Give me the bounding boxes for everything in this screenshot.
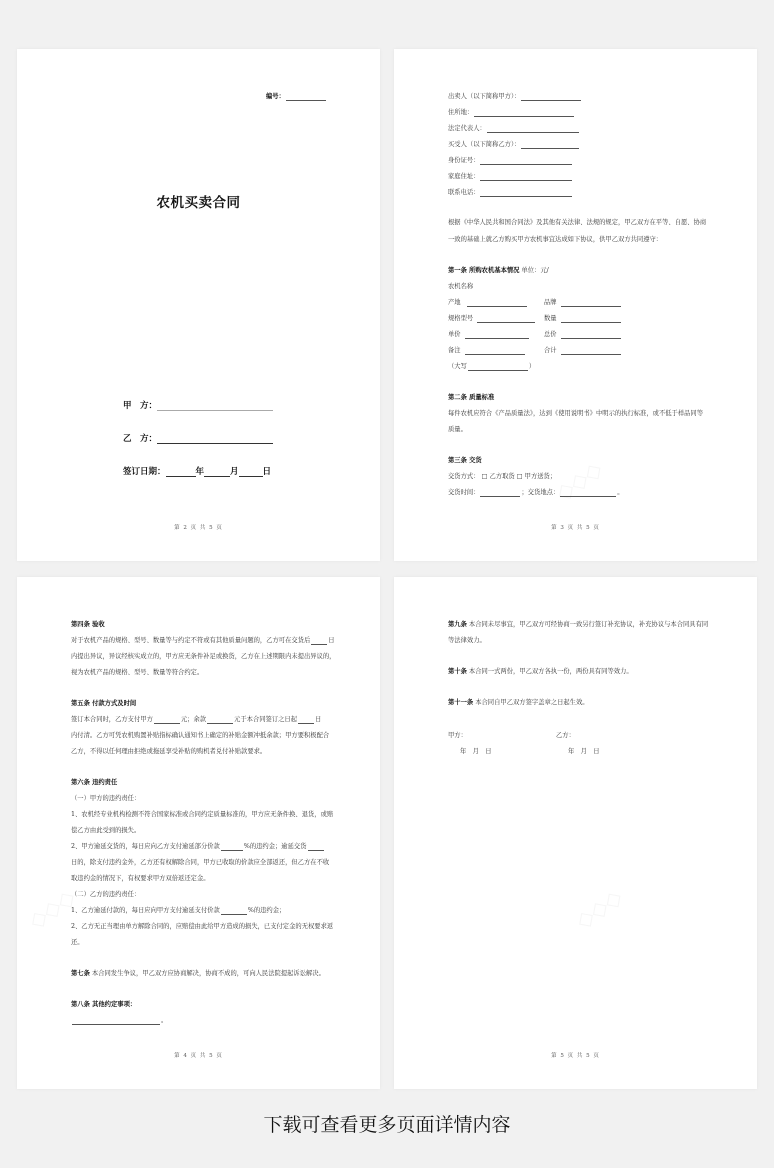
item-origin: 产地: [448, 299, 528, 307]
intro-line-2: 一致的基础上就乙方购买甲方农机事宜达成如下协议，供甲乙双方共同遵守：: [448, 236, 663, 243]
page-footer: 第 2 页 共 5 页: [174, 525, 223, 531]
article-5-heading: 第五条 付款方式及时间: [71, 700, 137, 707]
item-brand: 品牌: [544, 299, 622, 307]
contract-number: 编号：: [266, 93, 327, 101]
article-4-line-2: 内提出异议，异议经核实成立的，甲方应无条件补足或换货，乙方在上述期限内未提出异议的，: [71, 653, 336, 660]
article-6-a2-line-2: 日的，除支付违约金外，乙方还有权解除合同，甲方已收取的价款应全部返还，但乙方在不收: [71, 859, 330, 866]
download-caption: 下载可查看更多页面详情内容: [263, 1114, 511, 1136]
amount-in-words: （大写 ）: [448, 363, 536, 370]
sign-date-line: 签订日期： 年 月 日: [123, 467, 272, 477]
party-b-line: 乙 方：: [123, 432, 273, 444]
signature-date-a: 年 月 日: [460, 748, 492, 755]
article-2-text-1: 每件农机应符合《产品质量法》，达到《使用说明书》中明示的执行标准，或不低于样品同等: [448, 410, 704, 417]
item-quantity: 数量: [544, 315, 622, 323]
item-model: 规格型号: [448, 315, 536, 323]
field-legal-rep: 法定代表人：: [448, 125, 580, 133]
article-4-line-3: 视为农机产品的规格、型号、数量等符合约定。: [71, 669, 204, 676]
contract-title: 农机买卖合同: [156, 195, 241, 211]
article-6-heading: 第六条 违约责任: [71, 779, 118, 786]
signature-party-b: 乙方：: [556, 732, 575, 739]
field-id-number: 身份证号：: [448, 157, 573, 165]
item-unit-price: 单价: [448, 331, 530, 339]
article-4-heading: 第四条 验收: [71, 621, 105, 628]
article-8-blank: 。: [71, 1017, 167, 1025]
page-footer: 第 3 页 共 5 页: [551, 525, 600, 531]
article-6-b1: 1、乙方逾延付款的，每日应向甲方支付逾延支付价款 %的违约金；: [71, 907, 286, 914]
field-address: 住所地：: [448, 109, 575, 117]
page-footer: 第 5 页 共 5 页: [551, 1053, 600, 1059]
checkbox-icon[interactable]: □: [481, 473, 488, 480]
article-6-b2-line-2: 还。: [71, 939, 84, 946]
article-7: 第七条 本合同发生争议，甲乙双方应协商解决，协商不成的，可向人民法院提起诉讼解决。: [71, 970, 325, 977]
item-sum: 合计: [544, 347, 622, 355]
article-1-heading: 第一条 所购农机基本情况 单位：元/: [448, 267, 549, 274]
contract-cover-page: [17, 49, 380, 561]
item-remark: 备注: [448, 347, 526, 355]
watermark: [551, 457, 607, 507]
page-footer: 第 4 页 共 5 页: [174, 1053, 223, 1059]
article-6-b2-line-1: 2、乙方无正当理由单方解除合同的，应赔偿由此给甲方造成的损失，已支付定金的无权要求返: [71, 923, 334, 930]
signature-party-a: 甲方：: [448, 732, 467, 739]
contract-page-4: [17, 577, 380, 1089]
machine-name: 农机名称: [448, 283, 474, 290]
watermark: [571, 885, 627, 935]
article-9-line-2: 等法律效力。: [448, 637, 486, 644]
delivery-time-place: 交货时间： ；交货地点： 。: [448, 489, 624, 496]
party-a-line: 甲 方：: [123, 399, 273, 411]
article-2-heading: 第二条 质量标准: [448, 394, 495, 401]
article-2-text-2: 质量。: [448, 426, 467, 433]
delivery-method: 交货方式： □ 乙方取货 □ 甲方送货；: [448, 473, 557, 480]
article-10: 第十条 本合同一式两份，甲乙双方各执一份，两份具有同等效力。: [448, 668, 633, 675]
contract-page-5: [394, 577, 757, 1089]
article-6-a1-line-2: 偿乙方由此受到的损失。: [71, 827, 141, 834]
field-buyer: 买受人（以下简称乙方）：: [448, 141, 580, 149]
contract-page-3: [394, 49, 757, 561]
article-3-heading: 第三条 交货: [448, 457, 482, 464]
article-5-line-3: 乙方，不得以任何理由拒绝或拖延享受补贴的购机者兑付补贴款要求。: [71, 748, 267, 755]
article-6-a: （一）甲方的违约责任：: [71, 795, 141, 802]
article-9-line-1: 第九条 本合同未尽事宜，甲乙双方可经协商一致另行签订补充协议，补充协议与本合同具有同: [448, 621, 709, 628]
article-4-line-1: 对于农机产品的规格、型号、数量等与约定不符或有其他质量问题的，乙方可在交货后 日: [71, 637, 335, 644]
field-home-address: 家庭住址：: [448, 173, 573, 181]
article-8-heading: 第八条 其他约定事项：: [71, 1001, 137, 1008]
article-5-line-1: 签订本合同时，乙方支付甲方 元；余款 元于本合同签订之日起 日: [71, 716, 322, 723]
checkbox-icon[interactable]: □: [516, 473, 523, 480]
signature-date-b: 年 月 日: [568, 748, 600, 755]
article-11: 第十一条 本合同自甲乙双方签字盖章之日起生效。: [448, 699, 589, 706]
article-6-a2-line-3: 取违约金的情况下，有权要求甲方双倍返还定金。: [71, 875, 210, 882]
field-phone: 联系电话：: [448, 189, 573, 197]
item-total-price: 总价: [544, 331, 622, 339]
intro-line-1: 根据《中华人民共和国合同法》及其他有关法律、法规的规定，甲乙双方在平等、自愿、协商: [448, 219, 707, 226]
article-6-b: （二）乙方的违约责任：: [71, 891, 141, 898]
article-5-line-2: 内付清。乙方可凭农机购置补贴指标确认通知书上确定的补贴金额冲抵余款；甲方要积极配合: [71, 732, 330, 739]
article-6-a1-line-1: 1、农机经专业机构检测不符合国家标准或合同约定质量标准的，甲方应无条件换、退货，或赔: [71, 811, 334, 818]
article-6-a2-line-1: 2、甲方逾延交货的，每日应向乙方支付逾延部分价款 %的违约金；逾延交货: [71, 843, 325, 851]
field-seller: 出卖人（以下简称甲方）：: [448, 93, 582, 101]
